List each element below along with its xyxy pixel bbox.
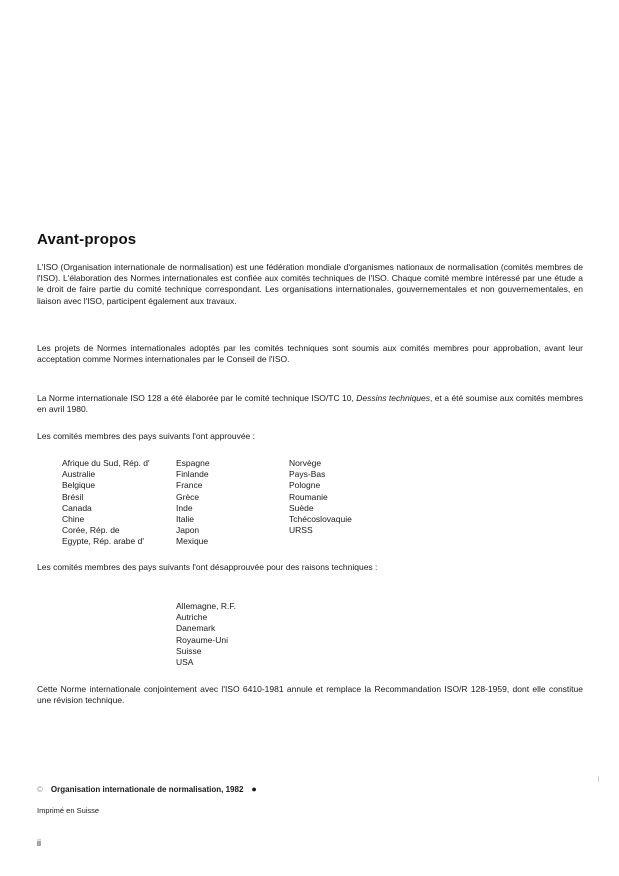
country-item: Royaume-Uni: [176, 634, 228, 645]
country-item: Suisse: [176, 645, 202, 656]
paragraph-elaboration-part2: , et a été soumise aux comités membres en avril 1980.: [37, 393, 583, 415]
country-item: Japon: [176, 525, 200, 536]
approved-list-col2: [176, 458, 210, 548]
country-item: Canada: [62, 502, 92, 513]
country-item: Pologne: [289, 480, 321, 491]
paragraph-elaboration: [37, 393, 583, 415]
paragraph-iso-intro: L'ISO (Organisation internationale de normalisation) est une fédération mondiale d'organismes nationaux de normalisation (comités membres de l'ISO). L'élaboration des Normes internationales est confiée aux comités techniques de l'ISO. Chaque comité membre intéressé par une étude a le droit de faire partie du comité technique correspondant. Les organisations internationales, gouvernementales et non gouvernementales, en liaison avec l'ISO, participent également aux travaux.: [37, 262, 583, 306]
country-item: Autriche: [176, 612, 208, 623]
country-item: Grèce: [176, 491, 200, 502]
country-item: Mexique: [176, 536, 209, 547]
country-item: Inde: [176, 502, 193, 513]
bullet-icon: ●: [251, 784, 257, 794]
country-item: France: [176, 480, 203, 491]
page-title: Avant-propos: [37, 231, 137, 248]
country-item: Suède: [289, 502, 314, 513]
country-item: Brésil: [62, 491, 84, 502]
country-item: Egypte, Rép. arabe d': [62, 536, 144, 547]
country-item: Espagne: [176, 458, 210, 468]
closing-paragraph: Cette Norme internationale conjointement avec l'ISO 6410-1981 annule et remplace la Recommandation ISO/R 128-1959, dont elle constitue une révision technique.: [37, 684, 583, 706]
disapproved-intro: Les comités membres des pays suivants l'ont désapprouvée pour des raisons techniques :: [37, 562, 378, 572]
country-item: Italie: [176, 514, 194, 525]
country-item: Finlande: [176, 469, 209, 480]
page-number: ii: [37, 838, 41, 848]
country-item: Australie: [62, 469, 96, 480]
printed-in: Imprimé en Suisse: [37, 806, 100, 815]
copyright-text: Organisation internationale de normalisation, 1982: [50, 785, 244, 794]
approved-list-col1: [62, 458, 150, 548]
paragraph-draft-approval: Les projets de Normes internationales adoptés par les comités techniques sont soumis aux comités membres pour approbation, avant leur acceptation comme Normes internationales par le Conseil de l'ISO.: [37, 343, 583, 365]
copyright-icon: ©: [37, 785, 43, 794]
country-item: Norvège: [289, 458, 322, 468]
country-item: Tchécoslovaquie: [289, 514, 352, 525]
country-item: Chine: [62, 514, 85, 525]
country-item: Corée, Rép. de: [62, 525, 120, 536]
country-item: URSS: [289, 525, 313, 536]
copyright-line: [37, 784, 257, 794]
country-item: Allemagne, R.F.: [176, 601, 236, 611]
approved-intro: Les comités membres des pays suivants l'ont approuvée :: [37, 431, 256, 441]
margin-mark: [598, 776, 599, 782]
disapproved-list: [176, 601, 236, 668]
country-item: Danemark: [176, 623, 216, 634]
country-item: USA: [176, 657, 194, 668]
committee-name: Dessins techniques: [356, 393, 431, 403]
country-item: Afrique du Sud, Rép. d': [62, 458, 150, 468]
paragraph-elaboration-part1: La Norme internationale ISO 128 a été élaborée par le comité technique ISO/TC 10,: [37, 393, 357, 403]
country-item: Belgique: [62, 480, 96, 491]
approved-list-col3: [289, 458, 352, 536]
country-item: Roumanie: [289, 491, 328, 502]
country-item: Pays-Bas: [289, 469, 326, 480]
